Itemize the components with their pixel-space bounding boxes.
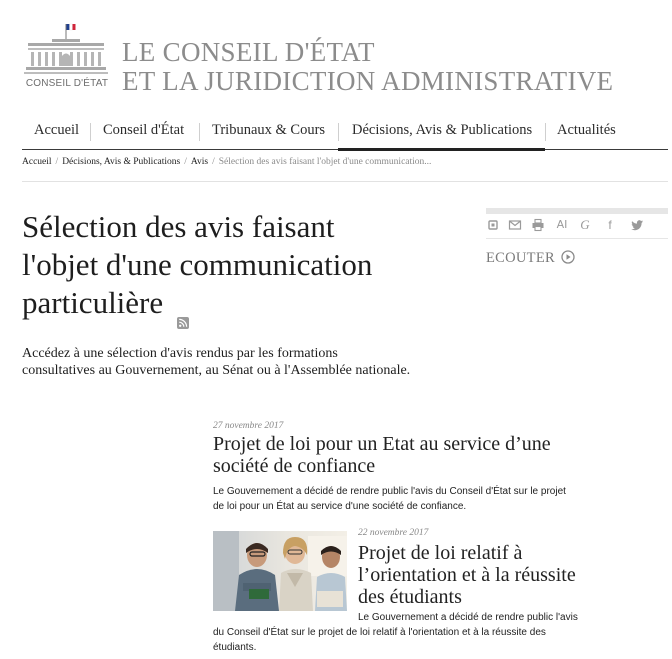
- article-title-link[interactable]: [358, 542, 638, 608]
- facebook-icon[interactable]: f: [608, 218, 612, 232]
- breadcrumb-separator: /: [184, 157, 187, 167]
- breadcrumb-link-decisions[interactable]: Décisions, Avis & Publications: [62, 157, 181, 167]
- nav-item-decisions-avis-publications[interactable]: Décisions, Avis & Publications: [352, 122, 533, 138]
- article-summary-line: de loi pour un État au service d'une société de confiance.: [213, 501, 467, 512]
- page-title-line-3-wrap: [22, 284, 472, 322]
- breadcrumb: [22, 157, 431, 167]
- logo-caption: CONSEIL D'ÉTAT: [25, 78, 109, 89]
- nav-separator: [338, 123, 339, 141]
- page-title: [22, 208, 472, 322]
- page-intro: Accédez à une sélection d'avis rendus par les formations consultatives au Gouvernement, au Sénat ou à l'Assemblée nationale.: [22, 346, 411, 378]
- nav-separator: [199, 123, 200, 141]
- breadcrumb-separator: /: [212, 157, 215, 167]
- page-title-line-3: particulière: [22, 285, 164, 320]
- article-title-line: Projet de loi relatif à: [358, 542, 523, 564]
- nav-separator: [545, 123, 546, 141]
- share-icon[interactable]: [486, 218, 500, 232]
- article-thumbnail[interactable]: [213, 531, 347, 611]
- article-date: 27 novembre 2017: [213, 421, 284, 431]
- article-title-link[interactable]: [213, 433, 633, 477]
- article-summary-line: Le Gouvernement a décidé de rendre public l'avis: [358, 612, 578, 623]
- article-date: 22 novembre 2017: [358, 528, 429, 538]
- twitter-icon[interactable]: [630, 218, 644, 232]
- breadcrumb-link-accueil[interactable]: Accueil: [22, 157, 52, 167]
- article-summary-line: du Conseil d'État sur le projet de loi relatif à l'orientation et à la réussite des: [213, 627, 546, 638]
- article-title-line: société de confiance: [213, 455, 376, 477]
- site-title[interactable]: [122, 38, 613, 96]
- font-size-icon[interactable]: AI: [556, 218, 568, 231]
- breadcrumb-divider: [22, 181, 668, 182]
- nav-separator: [90, 123, 91, 141]
- site-title-line-1: LE CONSEIL D'ÉTAT: [122, 37, 375, 67]
- nav-item-conseil-etat[interactable]: Conseil d'État: [103, 122, 185, 138]
- nav-item-actualites[interactable]: Actualités: [557, 122, 616, 138]
- article-summary-line: étudiants.: [213, 642, 257, 653]
- article-title-line: l’orientation et à la réussite: [358, 564, 576, 586]
- listen-button[interactable]: [486, 250, 575, 267]
- email-icon[interactable]: [508, 218, 522, 232]
- play-icon: [561, 250, 575, 264]
- nav-item-tribunaux-cours[interactable]: Tribunaux & Cours: [212, 122, 326, 138]
- rss-icon[interactable]: [177, 300, 189, 312]
- main-nav: [22, 119, 668, 150]
- share-toolbar-divider: [486, 238, 668, 239]
- share-toolbar-bar: [486, 208, 668, 214]
- page-title-line-2: l'objet d'une communication: [22, 247, 373, 282]
- breadcrumb-link-avis[interactable]: Avis: [190, 157, 209, 167]
- breadcrumb-separator: /: [55, 157, 59, 167]
- listen-label: ECOUTER: [486, 250, 555, 266]
- share-toolbar: [486, 218, 668, 234]
- nav-active-indicator: [338, 148, 545, 151]
- nav-item-accueil[interactable]: Accueil: [34, 122, 80, 138]
- article-title-line: des étudiants: [358, 586, 462, 608]
- site-title-line-2: ET LA JURIDICTION ADMINISTRATIVE: [122, 66, 614, 96]
- breadcrumb-current: Sélection des avis faisant l'objet d'une communication...: [218, 157, 432, 167]
- print-icon[interactable]: [531, 218, 545, 232]
- article-title-line: Projet de loi pour un Etat au service d’une: [213, 433, 551, 455]
- page-title-line-1: Sélection des avis faisant: [22, 209, 335, 244]
- google-plus-icon[interactable]: G: [580, 217, 590, 232]
- article-summary: [213, 625, 633, 655]
- article-summary-line: Le Gouvernement a décidé de rendre public l'avis du Conseil d'État sur le projet: [213, 486, 566, 497]
- article-summary: [213, 484, 633, 514]
